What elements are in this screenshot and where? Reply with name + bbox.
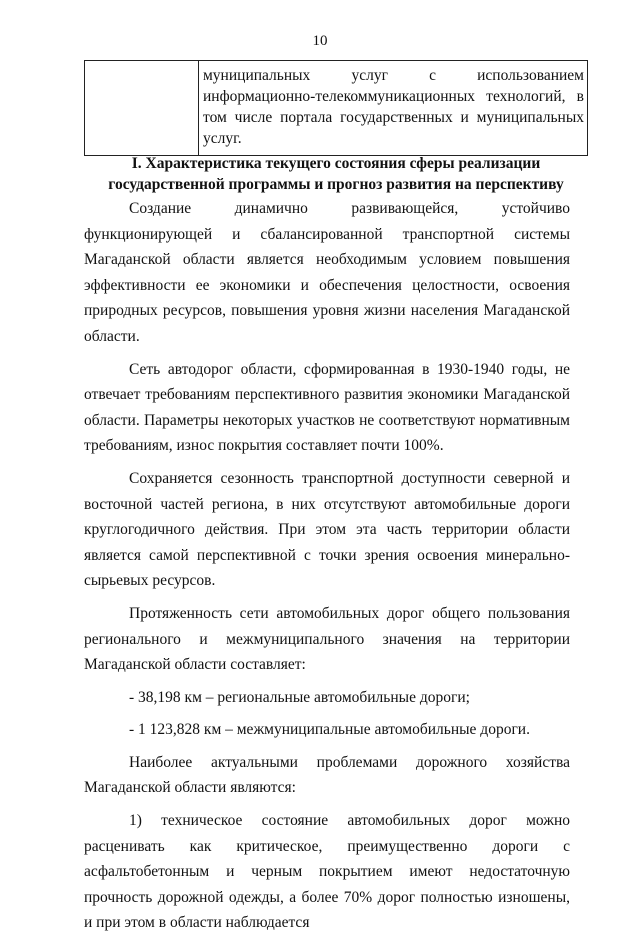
list-item: - 1 123,828 км – межмуниципальные автомобильные дороги.: [129, 721, 530, 739]
paragraph: Сеть автодорог области, сформированная в 1930-1940 годы, не отвечает требованиям перспективного развития экономики Магаданской области. Параметры некоторых участков не соответствуют нормативным требованиям, износ покрытия составляет почти 100%.: [84, 360, 570, 455]
paragraph: 1) техническое состояние автомобильных дорог можно расценивать как критическое, преимущественно дороги с асфальтобетонным и черным покрытием имеют недостаточную прочность дорожной одежды, а более 70% дорог полностью изношены, и при этом в области наблюдается: [84, 812, 570, 932]
table-row: [85, 61, 588, 156]
section-body: [84, 196, 570, 943]
table-cell-empty: [85, 61, 199, 156]
paragraph: Создание динамично развивающейся, устойчиво функционирующей и сбалансированной транспортной системы Магаданской области является необходимым условием повышения эффективности ее экономики и обеспечения целостности, освоения природных ресурсов, повышения уровня жизни населения Магаданской области.: [84, 200, 570, 345]
page-number: 10: [312, 33, 328, 49]
list-item: - 38,198 км – региональные автомобильные дороги;: [129, 688, 470, 706]
table-cell-text: муниципальных услуг с использованием информационно-телекоммуникационных технологий, в том числе портала государственных и муниципальных услуг.: [199, 61, 588, 156]
paragraph: Наиболее актуальными проблемами дорожного хозяйства Магаданской области являются:: [84, 753, 570, 797]
paragraph: Сохраняется сезонность транспортной доступности северной и восточной частей региона, в них отсутствуют автомобильные дороги круглогодичного действия. При этом эта часть территории области является самой перспективной с точки зрения освоения минерально-сырьевых ресурсов.: [84, 469, 570, 590]
continuation-table: [84, 60, 588, 156]
paragraph: Протяженность сети автомобильных дорог общего пользования регионального и межмуниципального значения на территории Магаданской области составляет:: [84, 604, 570, 674]
section-heading: I. Характеристика текущего состояния сферы реализации государственной программы и прогноз развития на перспективу: [108, 155, 564, 193]
